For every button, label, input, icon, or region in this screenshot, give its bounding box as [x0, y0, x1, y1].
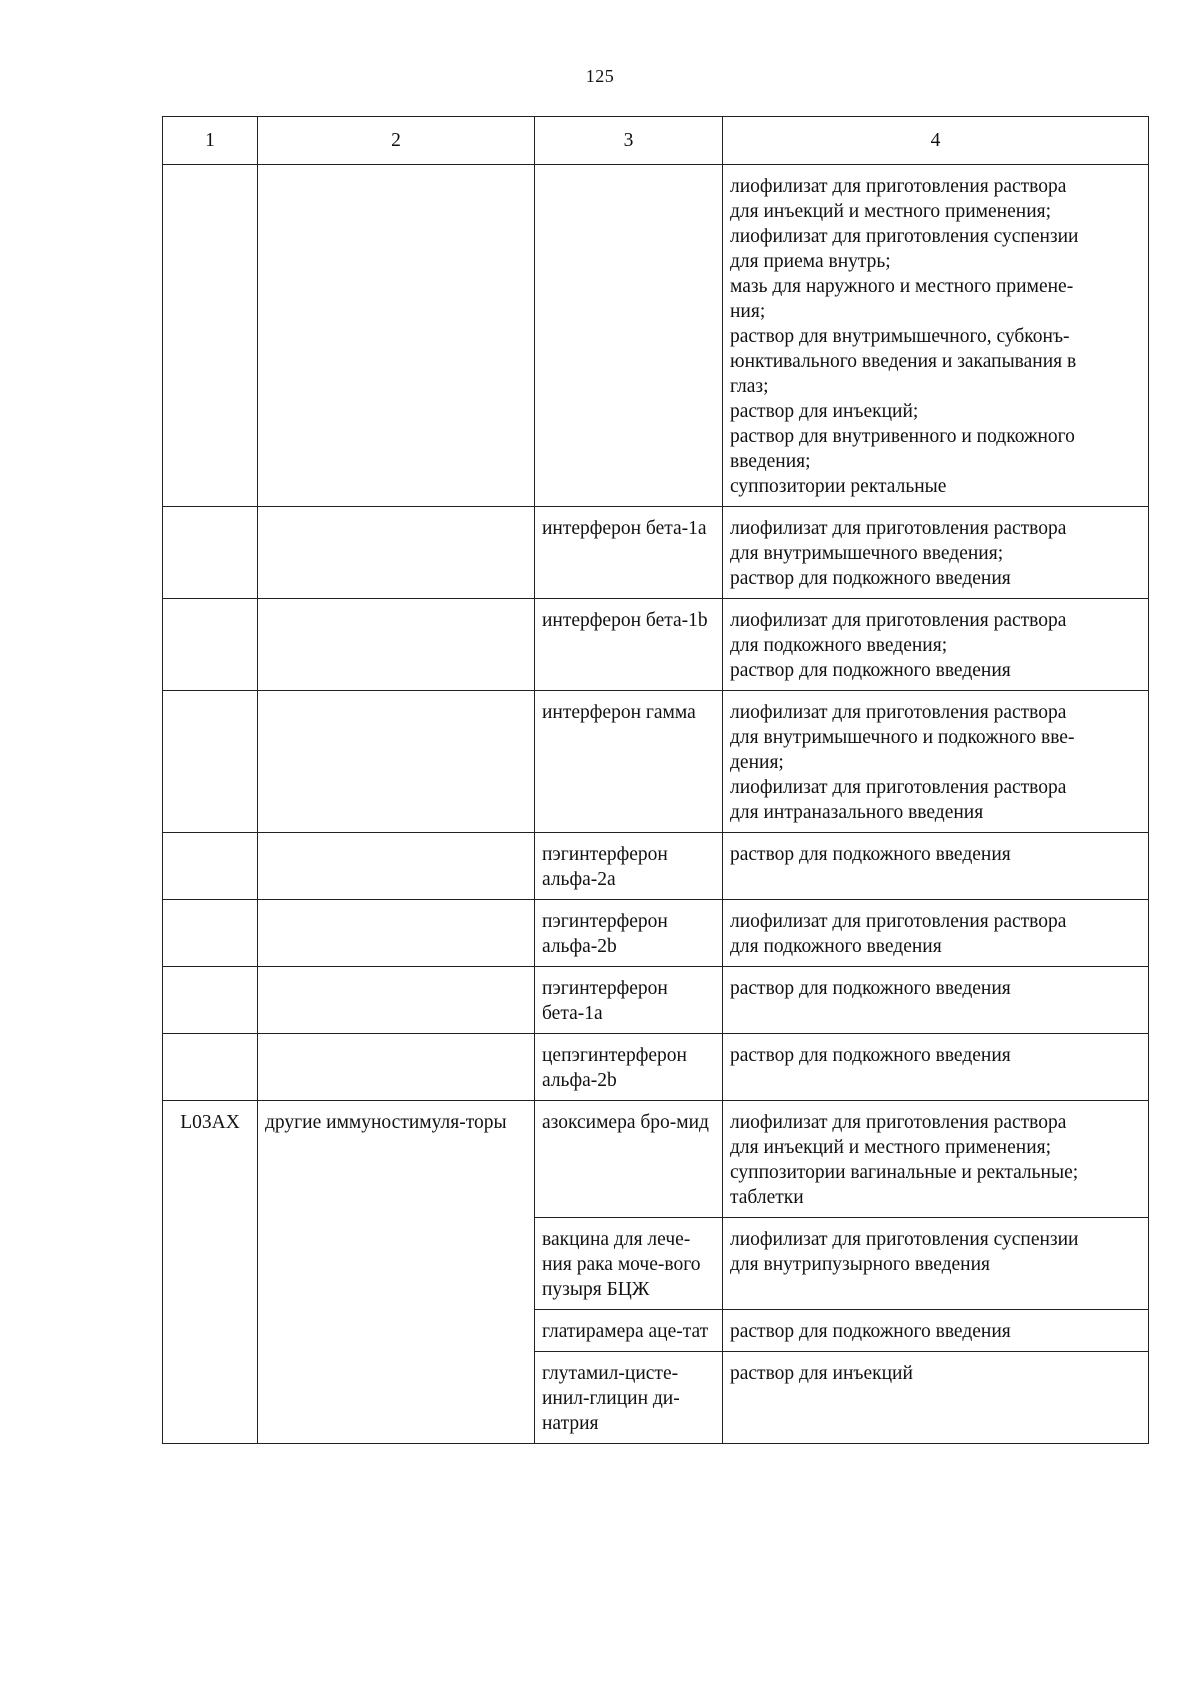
dosage-forms-cell — [723, 507, 1149, 599]
atc-code-cell — [163, 900, 258, 967]
dosage-form-line: лиофилизат для приготовления раствора — [730, 777, 1067, 798]
dosage-forms-cell — [723, 691, 1149, 833]
group-name-cell — [258, 1034, 535, 1101]
drug-name-cell: пэгинтерферон альфа-2b — [535, 900, 723, 967]
atc-code-cell — [163, 1034, 258, 1101]
dosage-form-line: лиофилизат для приготовления суспензии — [730, 226, 1079, 247]
dosage-form-line: для приема внутрь; — [730, 251, 891, 272]
drug-name-cell: пэгинтерферон альфа-2a — [535, 833, 723, 900]
dosage-form-line: дения; — [730, 752, 784, 773]
dosage-forms-cell — [723, 1310, 1149, 1352]
drug-name-cell: интерферон гамма — [535, 691, 723, 833]
drug-name-cell: азоксимера бро-мид — [535, 1101, 723, 1218]
drug-name-cell: интерферон бета-1b — [535, 599, 723, 691]
dosage-forms-cell — [723, 967, 1149, 1034]
dosage-form-line: для подкожного введения — [730, 936, 942, 957]
dosage-forms-cell — [723, 1034, 1149, 1101]
table-row — [163, 833, 1149, 900]
dosage-forms-cell — [723, 900, 1149, 967]
drug-name-cell — [535, 165, 723, 507]
drug-name-cell: глатирамера аце-тат — [535, 1310, 723, 1352]
dosage-form-line: юнктивального введения и закапывания в — [730, 351, 1077, 372]
dosage-form-line: суппозитории вагинальные и ректальные; — [730, 1162, 1079, 1183]
dosage-form-line: раствор для подкожного введения — [730, 978, 1011, 999]
table-row — [163, 1034, 1149, 1101]
atc-code-cell — [163, 691, 258, 833]
medication-table — [162, 116, 1149, 1444]
atc-code-cell: L03AX — [163, 1101, 258, 1444]
header-col-4: 4 — [723, 117, 1149, 165]
dosage-form-line: раствор для подкожного введения — [730, 660, 1011, 681]
dosage-form-line: раствор для подкожного введения — [730, 1321, 1011, 1342]
dosage-form-line: для интраназального введения — [730, 802, 984, 823]
table-row — [163, 967, 1149, 1034]
group-name-cell: другие иммуностимуля-торы — [258, 1101, 535, 1444]
atc-code-cell — [163, 165, 258, 507]
header-col-3: 3 — [535, 117, 723, 165]
dosage-form-line: ния; — [730, 301, 766, 322]
atc-code-cell — [163, 599, 258, 691]
dosage-form-line: раствор для подкожного введения — [730, 1045, 1011, 1066]
drug-name-cell: цепэгинтерферон альфа-2b — [535, 1034, 723, 1101]
dosage-forms-cell — [723, 1218, 1149, 1310]
dosage-form-line: введения; — [730, 451, 811, 472]
dosage-form-line: суппозитории ректальные — [730, 476, 947, 497]
dosage-form-line: лиофилизат для приготовления раствора — [730, 176, 1067, 197]
dosage-form-line: лиофилизат для приготовления раствора — [730, 610, 1067, 631]
dosage-forms-cell — [723, 1352, 1149, 1444]
header-col-1: 1 — [163, 117, 258, 165]
drug-name-cell: глутамил-цисте-инил-глицин ди-натрия — [535, 1352, 723, 1444]
group-name-cell — [258, 967, 535, 1034]
group-name-cell — [258, 900, 535, 967]
dosage-form-line: раствор для подкожного введения — [730, 568, 1011, 589]
dosage-form-line: лиофилизат для приготовления суспензии — [730, 1229, 1079, 1250]
dosage-form-line: раствор для подкожного введения — [730, 844, 1011, 865]
page-number: 125 — [585, 66, 615, 86]
dosage-form-line: лиофилизат для приготовления раствора — [730, 911, 1067, 932]
dosage-forms-cell — [723, 165, 1149, 507]
group-name-cell — [258, 165, 535, 507]
dosage-form-line: для внутрипузырного введения — [730, 1254, 991, 1275]
dosage-form-line: мазь для наружного и местного примене- — [730, 276, 1074, 297]
atc-code-cell — [163, 967, 258, 1034]
dosage-form-line: глаз; — [730, 376, 769, 397]
drug-name-cell: интерферон бета-1a — [535, 507, 723, 599]
drug-name-cell: пэгинтерферон бета-1a — [535, 967, 723, 1034]
header-row — [163, 117, 1149, 165]
dosage-form-line: для внутримышечного введения; — [730, 543, 1004, 564]
dosage-form-line: для инъекций и местного применения; — [730, 201, 1052, 222]
group-name-cell — [258, 833, 535, 900]
table-row — [163, 900, 1149, 967]
table-row — [163, 507, 1149, 599]
dosage-form-line: таблетки — [730, 1187, 804, 1208]
table-row — [163, 165, 1149, 507]
group-name-cell — [258, 599, 535, 691]
dosage-form-line: раствор для инъекций — [730, 1363, 913, 1384]
dosage-form-line: лиофилизат для приготовления раствора — [730, 518, 1067, 539]
dosage-form-line: раствор для инъекций; — [730, 401, 919, 422]
dosage-form-line: раствор для внутривенного и подкожного — [730, 426, 1075, 447]
dosage-form-line: для подкожного введения; — [730, 635, 948, 656]
group-name-cell — [258, 507, 535, 599]
dosage-form-line: раствор для внутримышечного, субконъ- — [730, 326, 1070, 347]
table-row — [163, 691, 1149, 833]
drug-name-cell: вакцина для лече-ния рака моче-вого пузыря БЦЖ — [535, 1218, 723, 1310]
dosage-form-line: лиофилизат для приготовления раствора — [730, 702, 1067, 723]
dosage-form-line: лиофилизат для приготовления раствора — [730, 1112, 1067, 1133]
dosage-form-line: для внутримышечного и подкожного вве- — [730, 727, 1075, 748]
atc-code-cell — [163, 507, 258, 599]
group-name-cell — [258, 691, 535, 833]
table-row — [163, 1101, 1149, 1218]
table-body — [163, 165, 1149, 1444]
header-col-2: 2 — [258, 117, 535, 165]
dosage-forms-cell — [723, 833, 1149, 900]
atc-code-cell — [163, 833, 258, 900]
table-row — [163, 599, 1149, 691]
dosage-form-line: для инъекций и местного применения; — [730, 1137, 1052, 1158]
table-header — [163, 117, 1149, 165]
dosage-forms-cell — [723, 1101, 1149, 1218]
dosage-forms-cell — [723, 599, 1149, 691]
